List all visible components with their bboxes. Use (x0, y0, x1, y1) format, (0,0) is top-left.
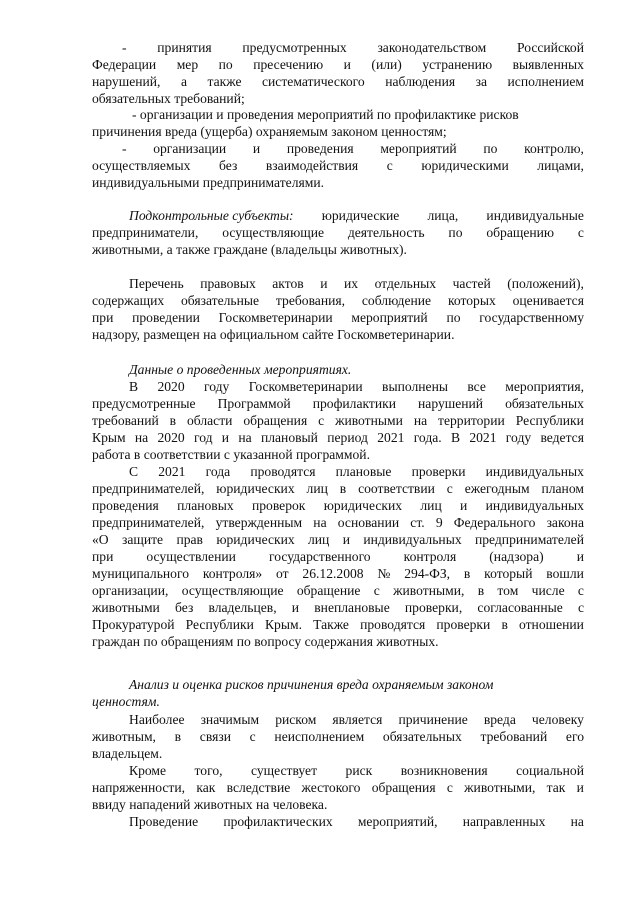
events-p1-line-1: В 2020 году Госкомветеринарии выполнены все мероприятия, (129, 379, 584, 394)
events-p2-line-10: Прокуратурой Республики Крым. Также проводятся проверки в отношении (92, 617, 584, 632)
risks-p2-line-2: напряженности, как вследствие жестокого обращения с животными, так и (92, 780, 584, 795)
acts-line-3: при проведении Госкомветеринарии мероприятий по государственному (92, 310, 584, 325)
risks-p1-line-1: Наиболее значимым риском является причинение вреда человеку (129, 712, 584, 727)
risks-p2-line-3: ввиду нападений животных на человека. (92, 797, 328, 812)
list-item-3-line-1: - организации и проведения мероприятий по контролю, (122, 141, 584, 156)
acts-line-2: содержащих обязательные требования, соблюдение которых оценивается (92, 293, 584, 308)
events-p1-line-2: предусмотренные Программой профилактики нарушений обязательных (92, 396, 584, 411)
list-item-1-line-4: обязательных требований; (92, 91, 245, 106)
events-p1-line-4: Крым на 2020 год и на плановый период 2021 года. В 2021 году ведется (92, 430, 584, 445)
events-heading: Данные о проведенных мероприятиях. (129, 362, 352, 377)
list-item-2-line-2: причинения вреда (ущерба) охраняемым законом ценностям; (92, 124, 447, 139)
acts-line-4: надзору, размещен на официальном сайте Госкомветеринарии. (92, 327, 455, 342)
list-item-1-line-3: нарушений, а также систематического наблюдения за исполнением (92, 74, 584, 89)
events-p2-line-1: С 2021 года проводятся плановые проверки индивидуальных (129, 464, 584, 479)
events-p2-line-4: предпринимателей, утвержденным на основании ст. 9 Федерального закона (92, 515, 584, 530)
subjects-line-2: предприниматели, осуществляющие деятельность по обращению с (92, 225, 584, 240)
events-p2-line-5: «О защите прав юридических лиц и индивидуальных предпринимателей (92, 532, 584, 547)
risks-p3-line-1: Проведение профилактических мероприятий, направленных на (129, 814, 584, 829)
risks-p2-line-1: Кроме того, существует риск возникновения социальной (129, 763, 584, 778)
risks-p1-line-2: животным, в связи с неисполнением обязательных требований его (92, 729, 584, 744)
events-p2-line-2: предпринимателей, юридических лиц в соответствии с ежегодным планом (92, 481, 584, 496)
events-p1-line-5: работа в соответствии с указанной программой. (92, 447, 370, 462)
events-p2-line-11: граждан по обращениям по вопросу содержания животных. (92, 634, 439, 649)
risks-p1-line-3: владельцем. (92, 746, 163, 761)
list-item-3-line-3: индивидуальными предпринимателями. (92, 175, 325, 190)
subjects-label: Подконтрольные субъекты: (129, 208, 294, 223)
events-p2-line-3: проведения плановых проверок юридических лиц и индивидуальных (92, 498, 584, 513)
list-item-3-line-2: осуществляемых без взаимодействия с юридическими лицами, (92, 158, 584, 173)
events-p2-line-7: муниципального контроля» от 26.12.2008 № 294-ФЗ, в который вошли (92, 566, 584, 581)
events-p2-line-6: при осуществлении государственного контроля (надзора) и (92, 549, 584, 564)
events-p1-line-3: требований в области обращения с животными на территории Республики (92, 413, 584, 428)
risks-heading-line-1: Анализ и оценка рисков причинения вреда охраняемым законом (129, 677, 494, 692)
events-p2-line-9: животными без владельцев, и внеплановые проверки, согласованные с (92, 600, 584, 615)
risks-heading-line-2: ценностям. (92, 694, 160, 709)
events-p2-line-8: организации, осуществляющие обращение с животными, в том числе с (92, 583, 584, 598)
list-item-1-line-1: - принятия предусмотренных законодательством Российской (122, 40, 584, 55)
subjects-line-1: Подконтрольные субъекты: юридические лица, индивидуальные (129, 208, 584, 223)
acts-line-1: Перечень правовых актов и их отдельных частей (положений), (129, 276, 584, 291)
subjects-line-3: животными, а также граждане (владельцы животных). (92, 242, 407, 257)
list-item-2-line-1: - организации и проведения мероприятий по профилактике рисков (132, 107, 519, 122)
list-item-1-line-2: Федерации мер по пресечению и (или) устранению выявленных (92, 57, 584, 72)
